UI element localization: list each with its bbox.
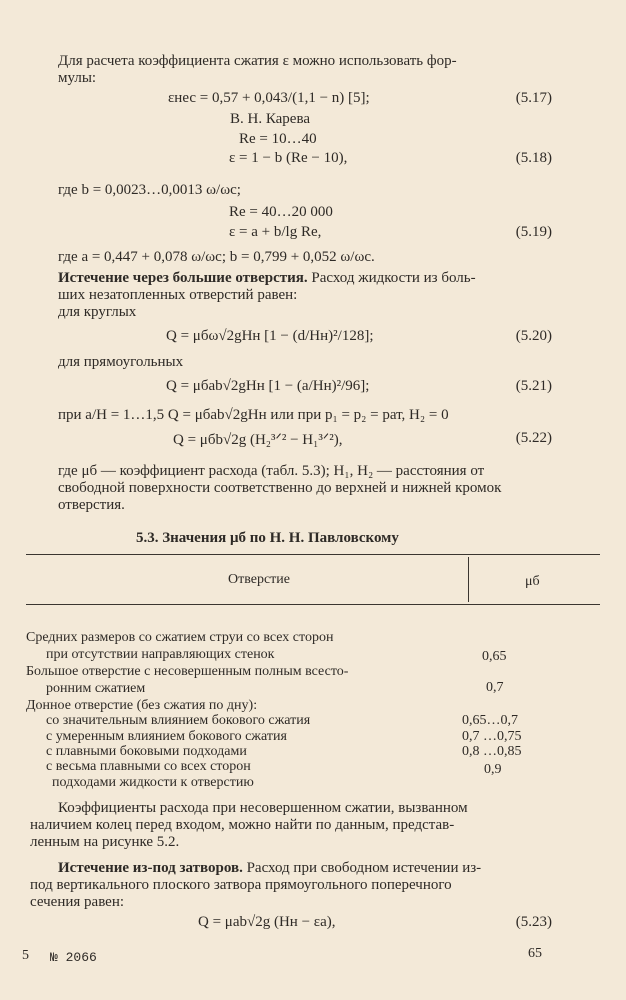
equation-number-5-17: (5.17) [515,90,552,106]
signature-mark: 5 [22,948,29,963]
coef-paragraph-line-2: наличием колец перед входом, можно найти по данным, представ- [30,817,455,833]
table-header-rule [26,604,600,605]
page-number: 65 [528,946,542,961]
where-mu-line-2: свободной поверхности соответственно до верхней и нижней кромок [58,480,502,496]
table-header-opening: Отверстие [228,572,291,587]
formula-5-17: εнес = 0,57 + 0,043/(1,1 − n) [5]; [168,90,370,106]
intro-line-1: Для расчета коэффициента сжатия ε можно использовать фор- [58,53,457,69]
equation-number-5-18: (5.18) [515,150,552,166]
table-row-0-value: 0,65 [482,649,507,664]
table-row-1-line-2: ронним сжатием [46,681,146,696]
table-row-6-line-1: с весьма плавными со всех сторон [46,759,251,774]
where-b: где b = 0,0023…0,0013 ω/ωc; [58,182,241,198]
table-top-rule [26,554,600,555]
large-openings-text: Расход жидкости из боль- [307,270,476,286]
table-row-4-line-1: с умеренным влиянием бокового сжатия [46,729,287,744]
section-heading-gates: Истечение из-под затворов. [58,860,243,876]
gates-line-3: сечения равен: [30,894,125,910]
gates-text: Расход при свободном истечении из- [242,860,482,876]
formula-5-20: Q = μбω√2gHн [1 − (d/Hн)²/128]; [166,328,374,344]
coef-paragraph-line-1: Коэффициенты расхода при несовершенном сжатии, вызванном [58,800,468,816]
equation-number-5-23: (5.23) [515,914,552,930]
table-row-3-line-1: со значительным влиянием бокового сжатия [46,713,311,728]
where-mu-line-3: отверстия. [58,497,125,513]
equation-number-5-22: (5.22) [515,430,552,446]
intro-line-2: мулы: [58,70,97,86]
large-openings-line-1 [58,270,476,286]
table-row-4-value: 0,7 …0,75 [462,729,522,744]
table-row-6-line-2: подходами жидкости к отверстию [52,775,254,790]
where-mu-line-1: где μб — коэффициент расхода (табл. 5.3); H₁, H₂ — расстояния от [58,463,485,479]
table-row-1-line-1: Большое отверстие с несовершенным полным всесто- [26,664,349,679]
re-range-2: Re = 40…20 000 [229,204,333,220]
large-openings-line-2: ших незатопленных отверстий равен: [58,287,298,303]
order-number: № 2066 [50,950,97,965]
table-row-1-value: 0,7 [486,680,504,695]
coef-paragraph-line-3: ленным на рисунке 5.2. [30,834,180,850]
condition-line: при a/H = 1…1,5 Q = μбab√2gHн или при p₁ = p₂ = pат, H₂ = 0 [58,407,449,423]
table-row-5-value: 0,8 …0,85 [462,744,522,759]
round-openings-label: для круглых [58,304,137,320]
table-row-6-value: 0,9 [484,762,502,777]
formula-5-21: Q = μбab√2gHн [1 − (a/Hн)²/96]; [166,378,370,394]
author-karev: В. Н. Карева [230,111,311,127]
equation-number-5-21: (5.21) [515,378,552,394]
formula-5-22: Q = μбb√2g (H₂³ᐟ² − H₁³ᐟ²), [173,432,343,448]
table-column-divider [468,557,469,602]
equation-number-5-20: (5.20) [515,328,552,344]
table-row-0-line-1: Средних размеров со сжатием струи со всех сторон [26,630,334,645]
gates-line-2: под вертикального плоского затвора прямоугольного поперечного [30,877,452,893]
table-caption: 5.3. Значения μб по Н. Н. Павловскому [136,530,399,546]
re-range-1: Re = 10…40 [239,131,317,147]
table-row-0-line-2: при отсутствии направляющих стенок [46,647,275,662]
formula-5-23: Q = μab√2g (Hн − εa), [198,914,336,930]
table-row-5-line-1: с плавными боковыми подходами [46,744,247,759]
gates-line-1 [58,860,481,876]
section-heading-large-openings: Истечение через большие отверстия. [58,270,308,286]
equation-number-5-19: (5.19) [515,224,552,240]
formula-5-19: ε = a + b/lg Re, [229,224,322,240]
table-row-2-line-1: Донное отверстие (без сжатия по дну): [26,698,258,713]
table-row-3-value: 0,65…0,7 [462,713,518,728]
rectangular-openings-label: для прямоугольных [58,354,184,370]
formula-5-18: ε = 1 − b (Re − 10), [229,150,348,166]
table-header-mu: μб [525,574,540,589]
where-a: где a = 0,447 + 0,078 ω/ωc; b = 0,799 + 0,052 ω/ωc. [58,249,375,265]
